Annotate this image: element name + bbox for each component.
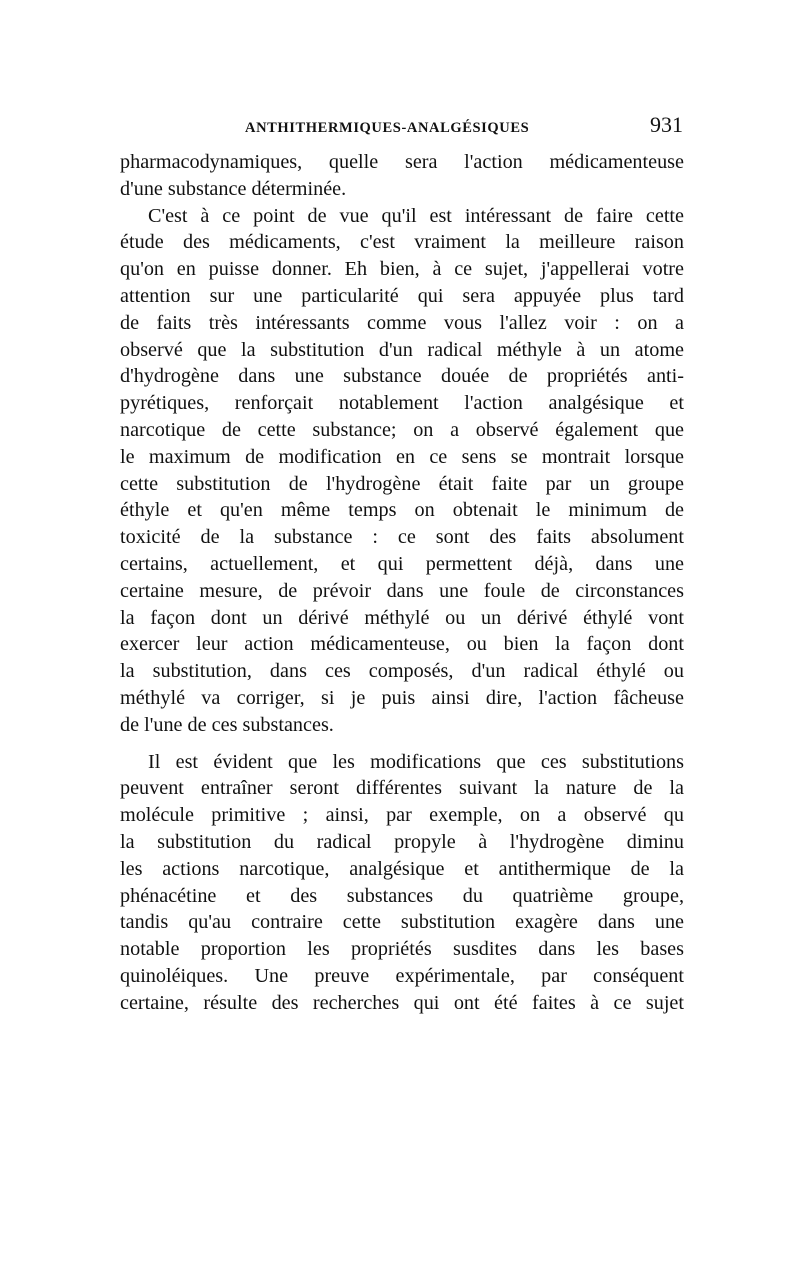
- text-line: de faits très intéressants comme vous l'allez voir : on a: [120, 311, 684, 334]
- text-line: les actions narcotique, analgésique et antithermique de la: [120, 857, 684, 880]
- paragraph-gap: [120, 739, 684, 749]
- running-head: ANTHITHERMIQUES-ANALGÉSIQUES: [245, 120, 530, 136]
- paragraph: [120, 149, 684, 203]
- text-line: éthyle et qu'en même temps on obtenait le minimum de: [120, 499, 684, 522]
- text-line: Il est évident que les modifications que ces substitutions: [148, 750, 684, 773]
- text-line: phénacétine et des substances du quatrième groupe,: [120, 884, 684, 907]
- text-line: certaine, résulte des recherches qui ont été faites à ce sujet: [120, 991, 684, 1014]
- text-line: la substitution du radical propyle à l'hydrogène diminu: [120, 830, 684, 853]
- text-line: peuvent entraîner seront différentes suivant la nature de la: [120, 777, 684, 800]
- text-line: narcotique de cette substance; on a observé également que: [120, 418, 684, 441]
- paragraph: [120, 203, 684, 739]
- text-line: le maximum de modification en ce sens se montrait lorsque: [120, 445, 684, 468]
- page-number: 931: [650, 112, 683, 137]
- paragraph: [120, 749, 684, 1017]
- text-line: certaine mesure, de prévoir dans une foule de circonstances: [120, 579, 684, 602]
- text-line: la façon dont un dérivé méthylé ou un dérivé éthylé vont: [120, 606, 684, 629]
- text-line: cette substitution de l'hydrogène était faite par un groupe: [120, 472, 684, 495]
- text-line: étude des médicaments, c'est vraiment la meilleure raison: [120, 231, 684, 254]
- text-line: notable proportion les propriétés susdites dans les bases: [120, 938, 684, 961]
- text-line: pyrétiques, renforçait notablement l'action analgésique et: [120, 392, 684, 415]
- text-line: quinoléiques. Une preuve expérimentale, par conséquent: [120, 964, 684, 987]
- text-line: attention sur une particularité qui sera appuyée plus tard: [120, 284, 684, 307]
- text-line: certains, actuellement, et qui permettent déjà, dans une: [120, 552, 684, 575]
- text-line: méthylé va corriger, si je puis ainsi dire, l'action fâcheuse: [120, 686, 684, 709]
- text-line: observé que la substitution d'un radical méthyle à un atome: [120, 338, 684, 361]
- text-line: de l'une de ces substances.: [120, 713, 334, 736]
- page-header: [122, 112, 685, 142]
- text-line: d'une substance déterminée.: [120, 177, 347, 200]
- text-line: C'est à ce point de vue qu'il est intéressant de faire cette: [148, 204, 684, 227]
- text-line: la substitution, dans ces composés, d'un radical éthylé ou: [120, 660, 684, 683]
- text-line: tandis qu'au contraire cette substitution exagère dans une: [120, 911, 684, 934]
- text-line: pharmacodynamiques, quelle sera l'action médicamenteuse: [120, 151, 684, 173]
- text-line: molécule primitive ; ainsi, par exemple, on a observé qu: [120, 804, 684, 827]
- text-line: exercer leur action médicamenteuse, ou bien la façon dont: [120, 633, 684, 656]
- body-text: [120, 149, 684, 1017]
- text-line: d'hydrogène dans une substance douée de propriétés anti-: [120, 365, 684, 388]
- text-line: toxicité de la substance : ce sont des faits absolument: [120, 526, 684, 549]
- text-line: qu'on en puisse donner. Eh bien, à ce sujet, j'appellerai votre: [120, 258, 684, 281]
